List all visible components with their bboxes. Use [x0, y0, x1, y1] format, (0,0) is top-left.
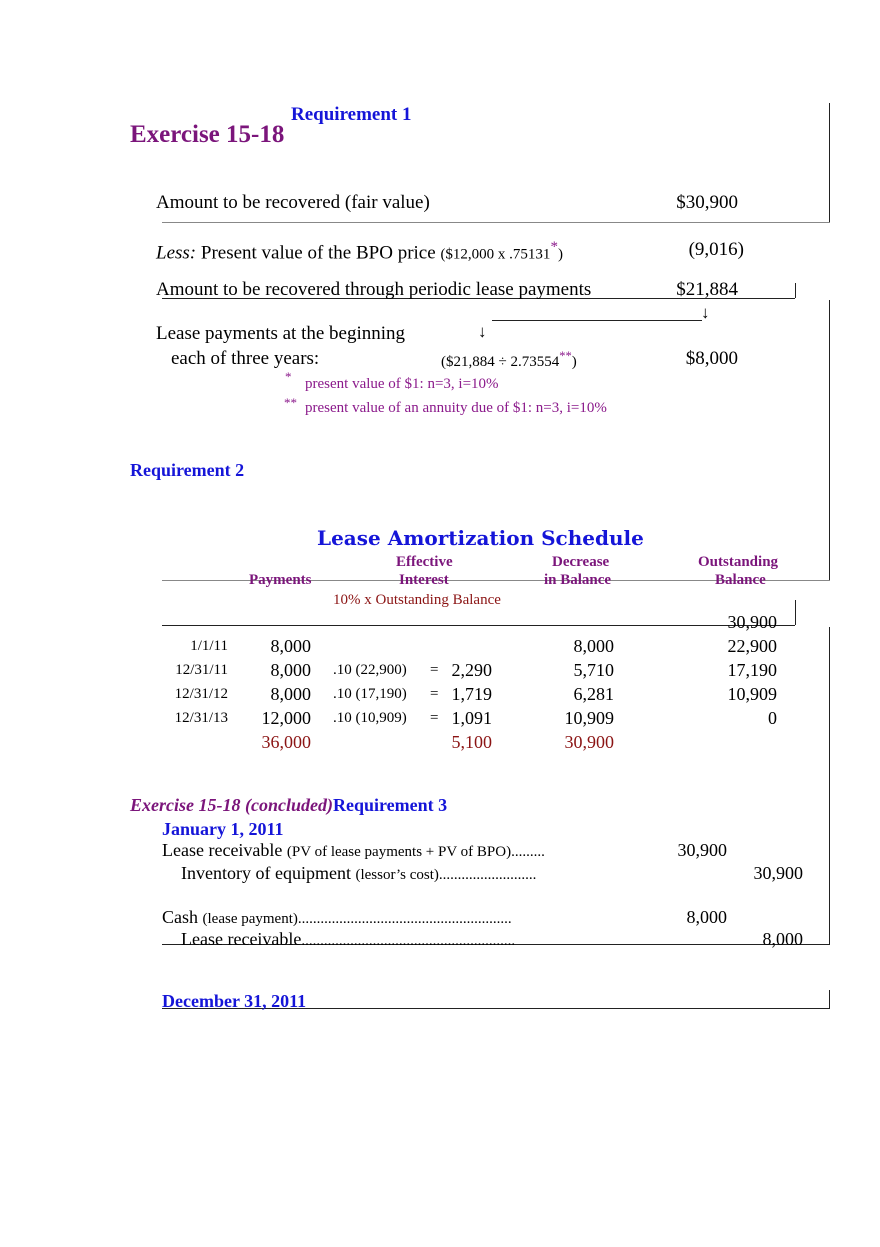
col-payments: Payments: [249, 572, 312, 588]
arrow-down-icon: ↓: [701, 303, 710, 322]
footnote-2-mark: **: [284, 395, 297, 410]
cell-balance: 22,900: [727, 636, 777, 656]
credit-amount: 8,000: [762, 929, 803, 949]
fair-value-amount: $30,900: [676, 192, 738, 213]
periodic-amount: $21,884: [676, 279, 738, 300]
col-decrease-1: Decrease: [552, 554, 610, 570]
schedule-title: Lease Amortization Schedule: [317, 526, 644, 550]
requirement-3-header: [130, 796, 447, 814]
col-balance-2: Balance: [715, 572, 766, 588]
cell-payment: 8,000: [270, 684, 311, 704]
total-interest: 5,100: [451, 732, 492, 752]
lease-payments-label-2: each of three years:: [171, 348, 320, 369]
page-title: Exercise 15-18: [130, 121, 285, 148]
border-line: [829, 300, 830, 580]
col-interest-2: Interest: [399, 572, 449, 588]
journal-date-1: January 1, 2011: [162, 819, 284, 839]
opening-balance: 30,900: [727, 612, 777, 632]
bpo-calc: ($12,000 x .75131: [440, 246, 551, 263]
cell-interest: 1,719: [451, 684, 492, 704]
exercise-concluded-label: Exercise 15-18 (concluded): [130, 795, 333, 815]
periodic-label: Amount to be recovered through periodic lease payments: [156, 279, 592, 300]
arrow-down-icon: ↓: [478, 322, 487, 341]
cell-date: 12/31/12: [174, 686, 228, 702]
cell-eq: =: [430, 710, 439, 726]
cell-calc: .10 (17,190): [333, 686, 407, 702]
cell-payment: 12,000: [261, 708, 311, 728]
cell-date: 1/1/11: [190, 638, 228, 654]
bpo-label: Present value of the BPO price: [200, 242, 436, 264]
border-line: [829, 990, 830, 1008]
cell-decrease: 5,710: [573, 660, 614, 680]
cell-eq: =: [430, 662, 439, 678]
requirement-2-heading: Requirement 2: [130, 460, 245, 480]
col-interest-1: Effective: [396, 554, 453, 570]
cell-calc: .10 (10,909): [333, 710, 407, 726]
bpo-calc-close: ): [557, 246, 563, 263]
account-note: (lessor’s cost)..........................: [355, 867, 537, 883]
col-balance-1: Outstanding: [698, 554, 779, 570]
divider: [162, 222, 830, 223]
debit-amount: 30,900: [677, 840, 727, 860]
arrow-line: [492, 320, 702, 321]
less-label: Less:: [156, 242, 197, 264]
cell-balance: 0: [768, 708, 777, 728]
lease-payments-label: Lease payments at the beginning: [156, 323, 406, 344]
cell-interest: 1,091: [451, 708, 492, 728]
cell-calc: .10 (22,900): [333, 662, 407, 678]
cell-date: 12/31/11: [175, 662, 228, 678]
cell-balance: 10,909: [727, 684, 777, 704]
journal-date-2: December 31, 2011: [162, 991, 307, 1011]
cell-decrease: 10,909: [564, 708, 614, 728]
cell-interest: 2,290: [451, 660, 492, 680]
cell-decrease: 8,000: [573, 636, 614, 656]
account-note: (PV of lease payments + PV of BPO).........: [286, 844, 545, 860]
footnote-marker: **: [559, 349, 572, 363]
account-note: (lease payment).........................................................: [202, 911, 512, 927]
account-name: Inventory of equipment: [181, 863, 351, 883]
total-decrease: 30,900: [564, 732, 614, 752]
divider: [162, 625, 795, 626]
total-payments: 36,000: [261, 732, 311, 752]
journal-entry-account: [181, 930, 515, 949]
lease-calc: [441, 350, 577, 370]
cell-eq: =: [430, 686, 439, 702]
footnote-2: present value of an annuity due of $1: n=3, i=10%: [305, 400, 607, 416]
footnote-marker: *: [550, 239, 558, 255]
cell-date: 12/31/13: [174, 710, 228, 726]
cell-payment: 8,000: [270, 636, 311, 656]
border-line: [795, 283, 796, 298]
lease-payment-amount: $8,000: [685, 348, 738, 369]
debit-amount: 8,000: [686, 907, 727, 927]
fair-value-label: Amount to be recovered (fair value): [156, 192, 430, 213]
lease-calc-text: ($21,884 ÷ 2.73554: [441, 354, 560, 370]
requirement-1-heading: Requirement 1: [291, 104, 412, 125]
journal-entry-account: [162, 841, 545, 860]
journal-entry-account: [181, 864, 536, 883]
bpo-line: [156, 240, 563, 262]
account-name: Lease receivable: [162, 840, 283, 860]
cell-balance: 17,190: [727, 660, 777, 680]
account-name: Lease receivable: [181, 929, 302, 949]
col-decrease-2: in Balance: [544, 572, 612, 588]
border-line: [829, 103, 830, 222]
cell-decrease: 6,281: [573, 684, 614, 704]
border-line: [795, 600, 796, 625]
cell-payment: 8,000: [270, 660, 311, 680]
requirement-3-heading: Requirement 3: [332, 795, 448, 815]
lease-calc-close: ): [571, 354, 577, 370]
credit-amount: 30,900: [753, 863, 803, 883]
border-line: [829, 627, 830, 944]
interest-note: 10% x Outstanding Balance: [333, 592, 501, 608]
footnote-1: present value of $1: n=3, i=10%: [305, 376, 499, 392]
account-note: .........................................................: [301, 933, 516, 949]
account-name: Cash: [162, 907, 198, 927]
bpo-amount: (9,016): [688, 239, 744, 260]
journal-entry-account: [162, 908, 512, 927]
footnote-1-mark: *: [285, 369, 292, 384]
